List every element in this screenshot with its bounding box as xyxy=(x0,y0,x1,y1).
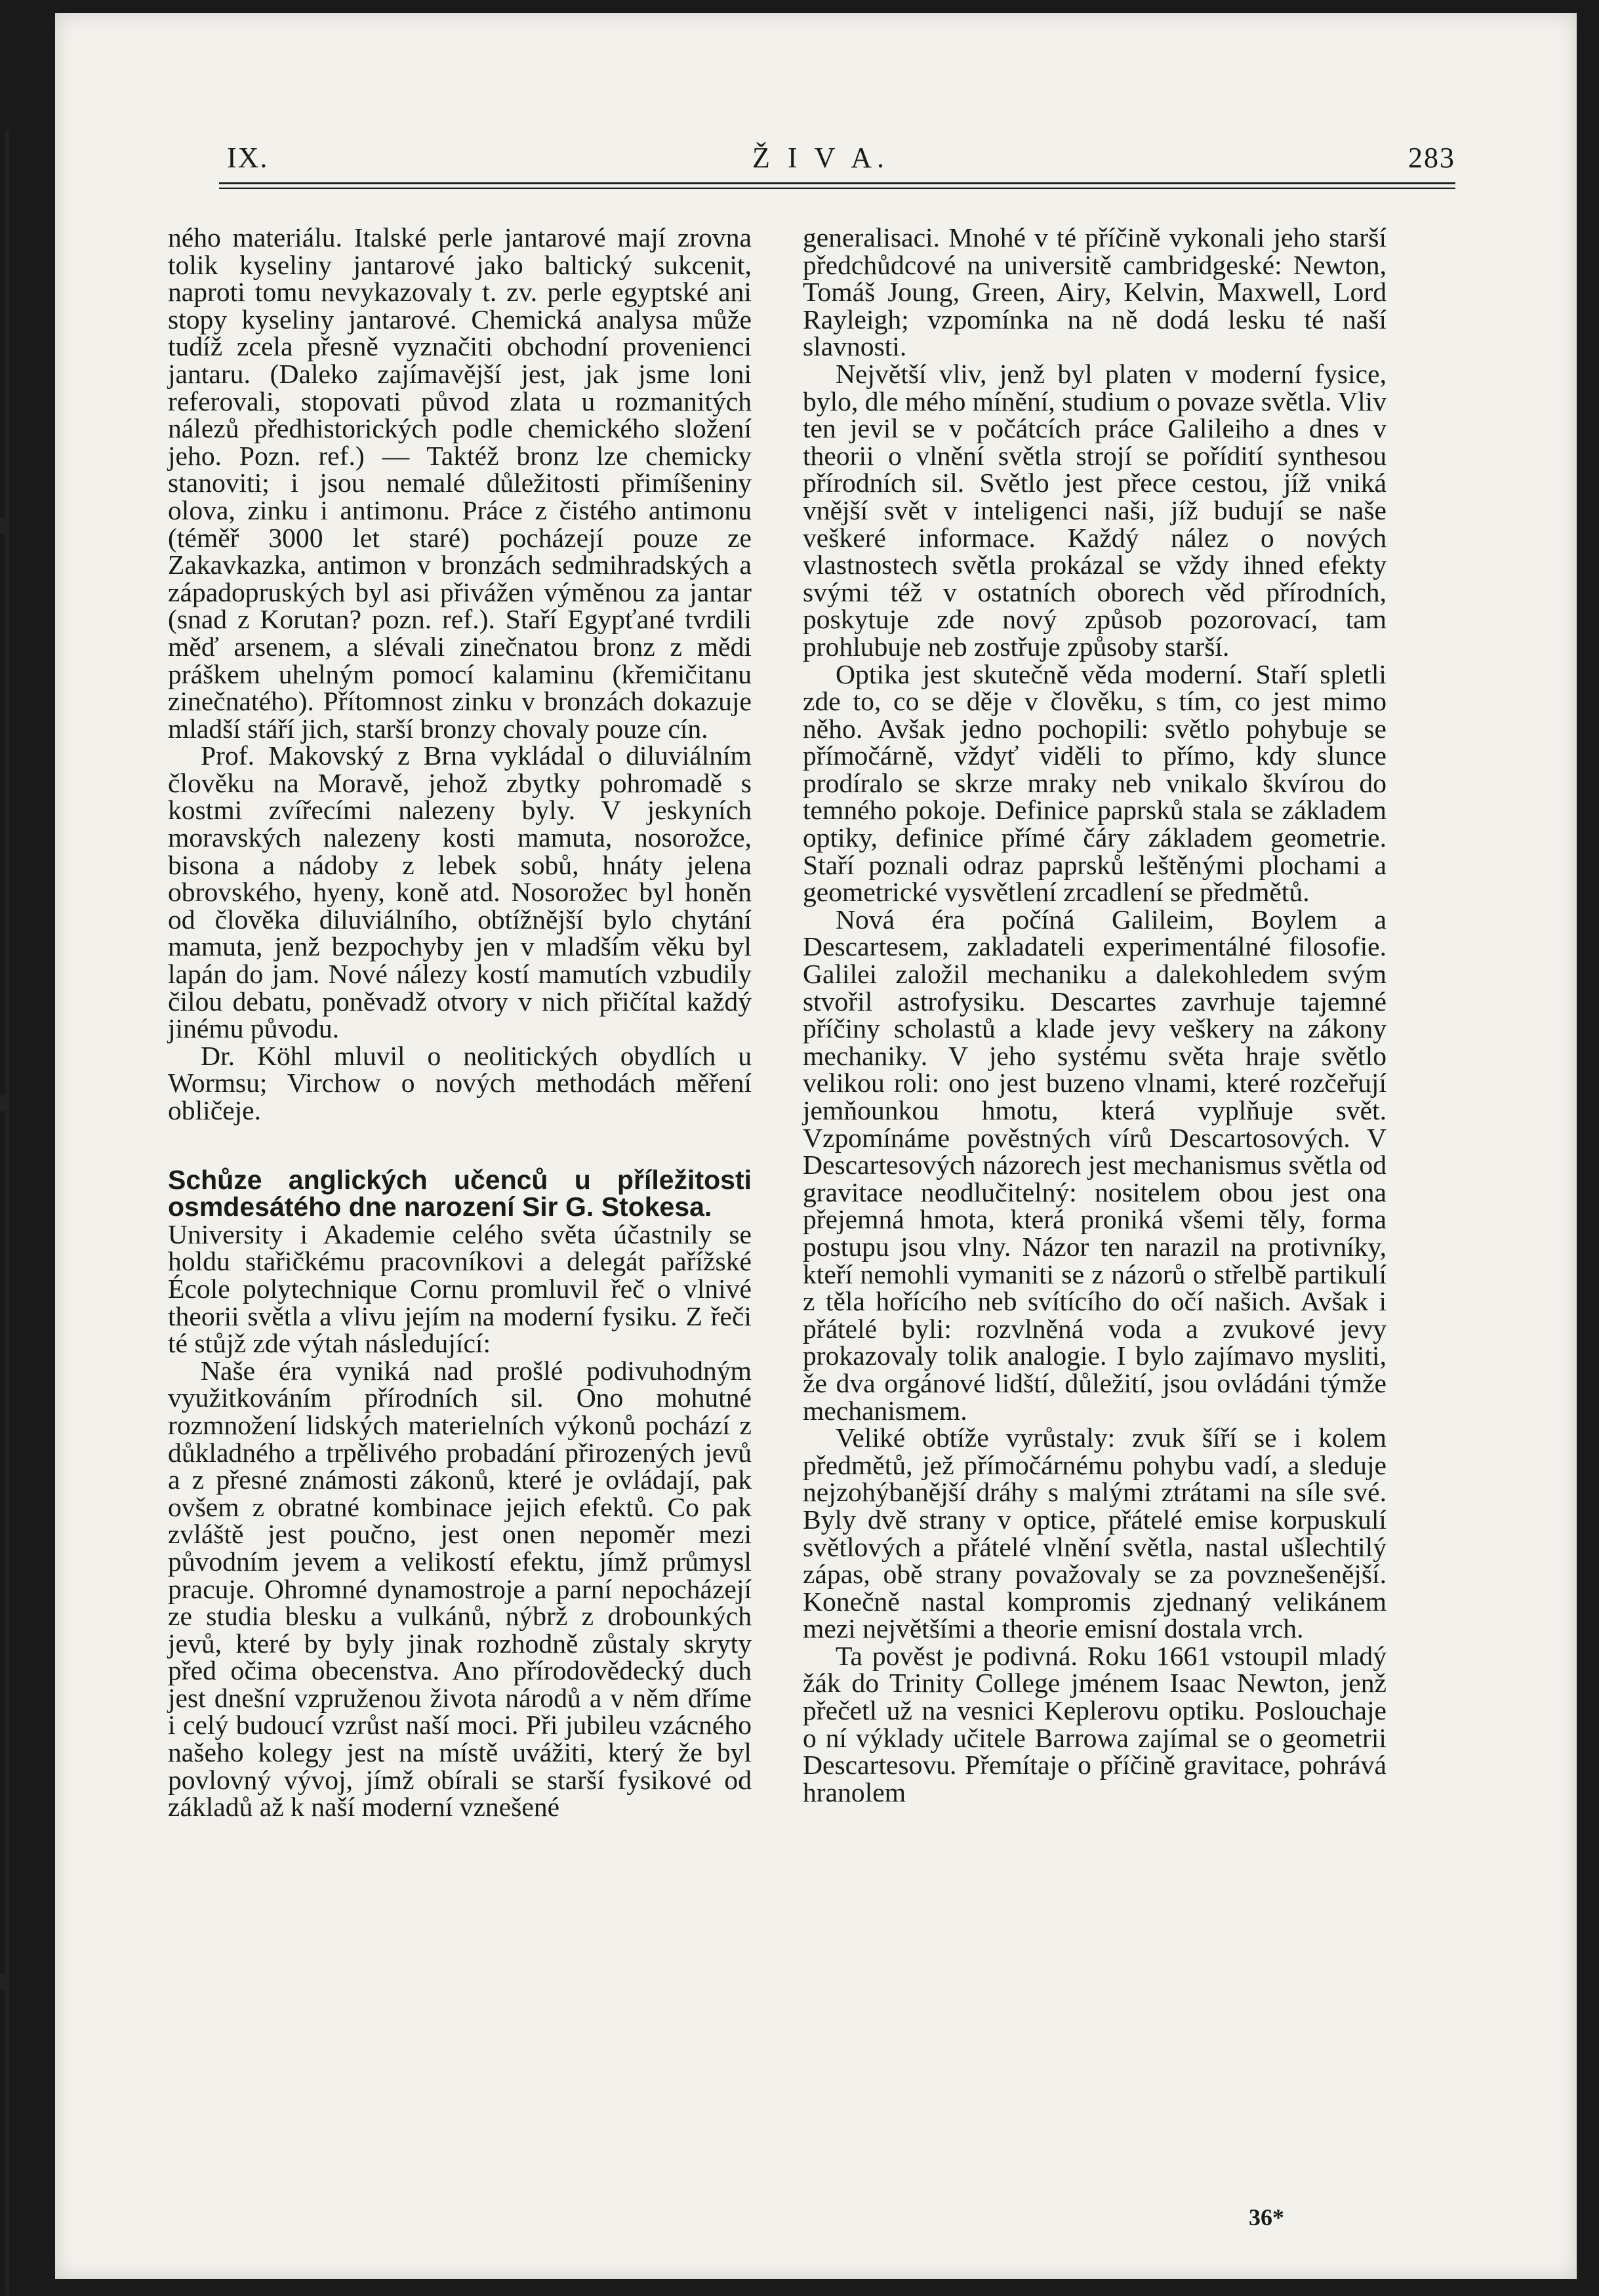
paragraph: Optika jest skutečně věda moderní. Staří spletli zde to, co se děje v člověku, s tím, co jest mimo něho. Avšak jedno pochopili: světlo pohybuje se přímočárně, vždyť viděli to přímo, kdy slunce prodíralo se skrze mraky neb vnikalo škvírou do temného pokoje. Definice paprsků stala se základem optiky, definice přímé čáry základem geometrie. Staří poznali odraz paprsků leštěnými plochami a geometrické vysvětlení zrcadlení se předmětů. xyxy=(803,658,1386,908)
page-number: 283 xyxy=(1408,142,1455,174)
margin-mark xyxy=(0,1974,9,1990)
page xyxy=(55,13,1577,2279)
paragraph: ného materiálu. Italské perle jantarové mají zrovna tolik kyseliny jantarové jako baltický sukcenit, naproti tomu nevykazovaly t. zv. perle egyptské ani stopy kyseliny jantarové. Chemická analysa může tudíž zcela přesně vyznačiti obchodní provenienci jantaru. (Daleko zajímavější jest, jak jsme loni referovali, stopovati původ zlata u rozmanitých nálezů předhistorických podle chemického složení jeho. Pozn. ref.) — Taktéž bronz lze chemicky stanoviti; i jsou nemalé důležitosti přimíšeniny olova, zinku i antimonu. Práce z čistého antimonu (téměř 3000 let staré) pocházejí pouze ze Zakavkazka, antimon v bronzách sedmihradských a západopruských byl asi přivážen výměnou za jantar (snad z Korutan? pozn. ref.). Staří Egypťané tvrdili měď arsenem, a slévali zinečnatou bronz z mědi práškem uhelným pomocí kalaminu (křemičitanu zinečnatého). Přítomnost zinku v bronzách dokazuje mladší stáří jich, starší bronzy chovaly pouze cín. xyxy=(168,222,752,744)
binding-edge xyxy=(5,131,9,2295)
paragraph: Veliké obtíže vyrůstaly: zvuk šíří se i kolem předmětů, jež přímočárnému pohybu vadí, a sleduje nejzohýbanější dráhy s malými ztrátami na síle své. Byly dvě strany v optice, přátelé emise korpuskulí světlových a přátelé vlnění světla, nastal ušlechtilý zápas, obě strany považovaly se za povznešenější. Konečně nastal kompromis zjednaný velikánem mezi největšími a theorie emisní dostala vrch. xyxy=(803,1422,1386,1644)
paragraph: Nová éra počíná Galileim, Boylem a Descartesem, zakladateli experimentálné filosofie. Galilei založil mechaniku a dalekohledem svým stvořil astrofysiku. Descartes zavrhuje tajemné příčiny scholastů a klade jevy veškery na zákony mechaniky. V jeho systému světa hraje světlo velikou roli: ono jest buzeno vlnami, které rozčeřují jemňounkou hmotu, která vyplňuje svět. Vzpomínáme pověstných vírů Descartosových. V Descartesových názorech jest mechanismus světla od gravitace neodlučitelný: nositelem obou jest ona přejemná hmota, která proniká všemi těly, forma postupu jsou vlny. Názor ten narazil na protivníky, kteří nemohli vymaniti se z názorů o střelbě partikulí z těla hořícího neb svítícího do očí našich. Avšak i přátelé byli: rozvlněná voda a zvukové jevy prokazovaly tolik analogie. I bylo zajímavo mysliti, že dva orgánové lidští, důležití, jsou ovládáni týmže mechanismem. xyxy=(803,904,1386,1426)
paragraph: University i Akademie celého světa účastnily se holdu stařičkému pracovníkovi a delegát pařížské École polytechnique Cornu promluvil řeč o vlnivé theorii světla a vlivu jejím na moderní fysiku. Z řeči té stůjž zde výtah následující: xyxy=(168,1218,752,1359)
header-rule xyxy=(219,188,1455,189)
journal-title: Ž I V A. xyxy=(752,142,890,174)
paragraph: Největší vliv, jenž byl platen v moderní fysice, bylo, dle mého mínění, studium o povaze světla. Vliv ten jevil se v počátcích práce Galileiho a dnes v theorii o vlnění světla strojí se pořídití synthesou přírodních sil. Světlo jest přece cestou, jíž vniká vnější svět v inteligenci naši, jíž budují se naše veškeré informace. Každý nález o nových vlastnostech světla prokázal se vždy ihned efekty svými též v ostatních oborech věd přírodních, poskytuje zde nový způsob pozorovací, tam prohlubuje neb zostřuje způsoby starší. xyxy=(803,358,1386,662)
header-rule xyxy=(219,182,1455,184)
margin-mark xyxy=(0,518,9,534)
margin-mark xyxy=(0,1095,9,1111)
right-column xyxy=(803,224,1386,1806)
running-header xyxy=(186,128,1455,174)
volume-number: IX. xyxy=(227,142,269,174)
paragraph: Ta pověst je podivná. Roku 1661 vstoupil mladý žák do Trinity College jménem Isaac Newton, jenž přečetl už na vesnici Keplerovu optiku. Poslouchaje o ní výklady učitele Barrowa zajímal se o geometrii Descartesovu. Přemítaje o příčině gravitace, pohrává hranolem xyxy=(803,1640,1386,1807)
paragraph: Dr. Köhl mluvil o neolitických obydlích u Wormsu; Virchow o nových methodách měření obličeje. xyxy=(168,1040,752,1125)
section-heading-text: Schůze anglických učenců u příležitosti osmdesátého dne narození Sir G. Stokesa. xyxy=(168,1164,752,1222)
section-heading xyxy=(168,1164,752,1222)
signature-mark: 36* xyxy=(1249,2204,1284,2230)
paragraph: generalisaci. Mnohé v té příčině vykonali jeho starší předchůdcové na universitě cambridgeské: Newton, Tomáš Joung, Green, Airy, Kelvin, Maxwell, Lord Rayleigh; vzpomínka na ně dodá lesku té naší slavnosti. xyxy=(803,222,1386,362)
left-column xyxy=(168,224,752,1821)
paragraph: Naše éra vyniká nad prošlé podivuhodným využitkováním přírodních sil. Ono mohutné rozmnožení lidských materielních výkonů pochází z důkladného a trpělivého probadání přirozených jevů a z přesné známosti zákonů, které je ovládají, pak ovšem z obratné kombinace jejich efektů. Co pak zvláště jest poučno, jest onen nepoměr mezi původním jevem a velikostí efektu, jímž průmysl pracuje. Ohromné dynamostroje a parní nepocházejí ze studia blesku a vulkánů, nýbrž z drobounkých jevů, které by byly jinak rozhodně zůstaly skryty před očima obecenstva. Ano přírodovědecký duch jest dnešní vzpruženou života národů a v něm dříme i celý budoucí vzrůst naší moci. Při jubileu vzácného našeho kolegy jest na místě uvážiti, který že byl povlovný vývoj, jímž obírali se starší fysikové od základů až k naší moderní vznešené xyxy=(168,1355,752,1823)
paragraph: Prof. Makovský z Brna vykládal o diluviálním člověku na Moravě, jehož zbytky pohromadě s kostmi zvířecími nalezeny byly. V jeskyních moravských nalezeny kosti mamuta, nosorožce, bisona a nádoby z lebek sobů, hnáty jelena obrovského, hyeny, koně atd. Nosorožec byl honěn od člověka diluviálního, obtížnější bylo chytání mamuta, jenž bezpochyby jen v mladším věku byl lapán do jam. Nové nálezy kostí mamutích vzbudily čilou debatu, poněvadž otvory v nich přičítal každý jinému původu. xyxy=(168,740,752,1044)
